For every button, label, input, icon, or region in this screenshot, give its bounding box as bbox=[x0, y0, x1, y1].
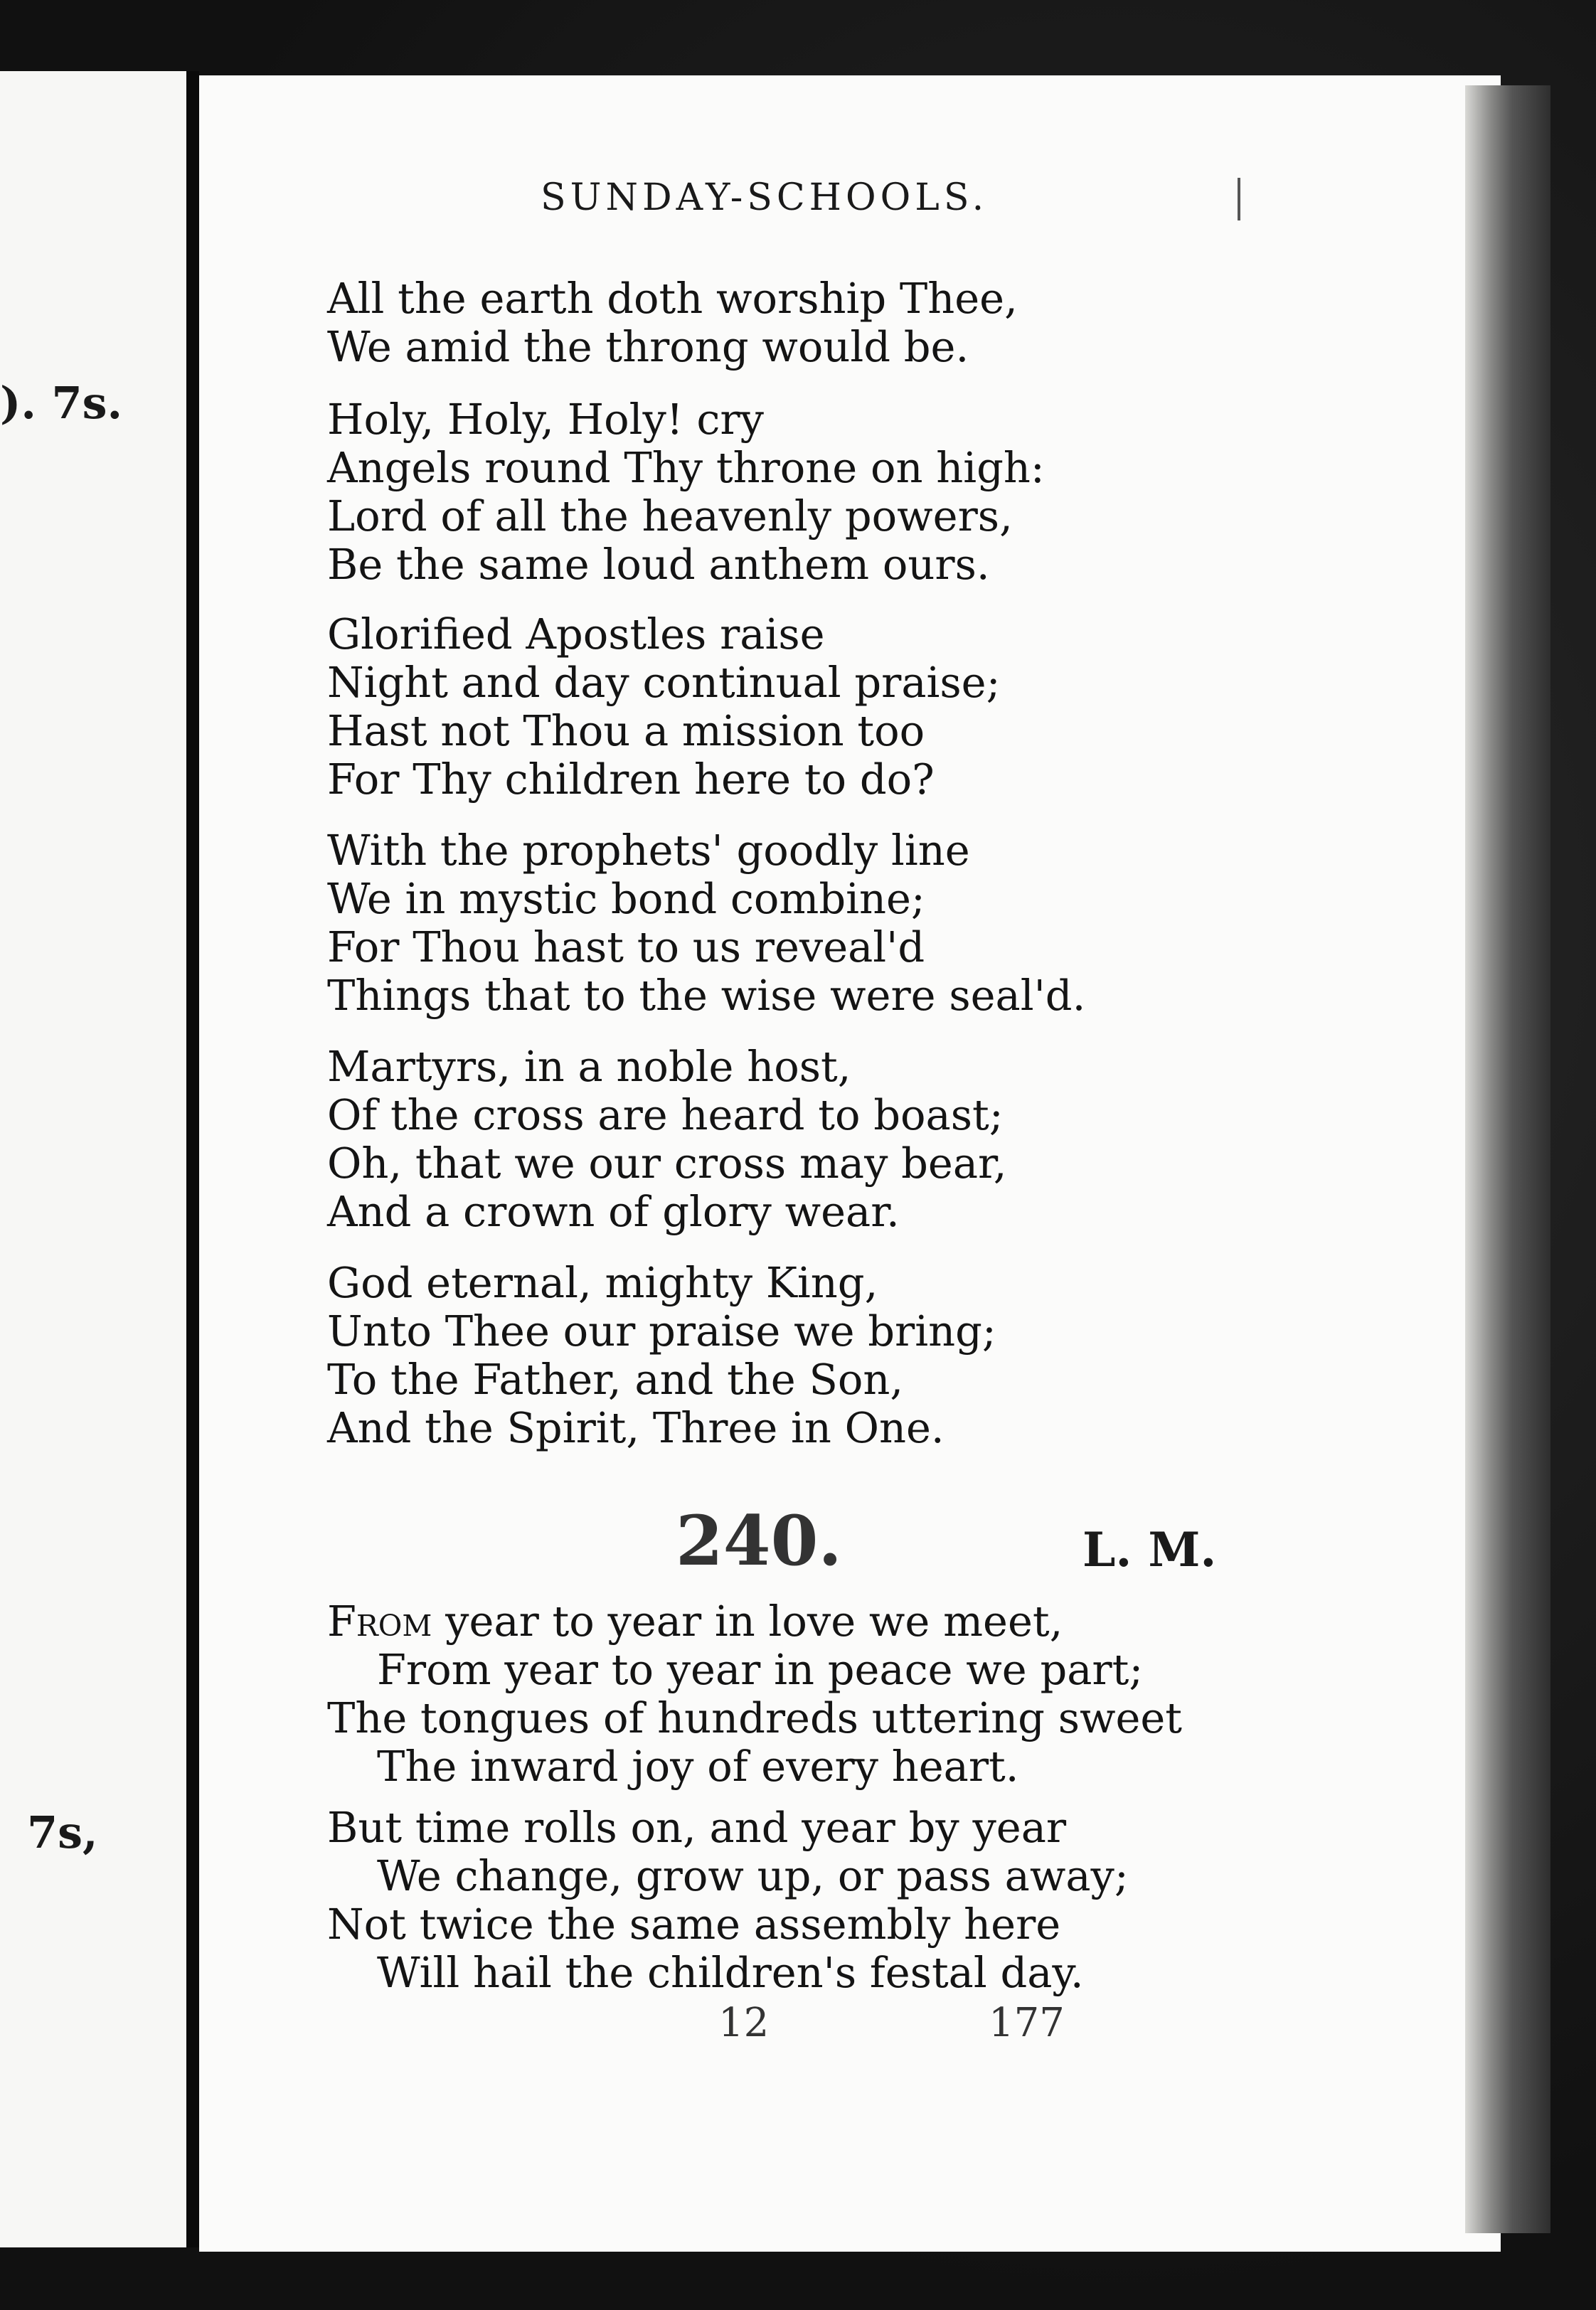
verse-line: For Thy children here to do? bbox=[327, 755, 935, 804]
verse-line: With the prophets' goodly line bbox=[327, 826, 970, 875]
left-page-fragment-bottom: 7s, bbox=[27, 1806, 98, 1858]
verse-line: Martyrs, in a noble host, bbox=[327, 1042, 851, 1091]
margin-mark bbox=[1238, 178, 1240, 220]
verse-line: Lord of all the heavenly powers, bbox=[327, 491, 1013, 541]
verse-line: Night and day continual praise; bbox=[327, 658, 1001, 707]
book-edge bbox=[1465, 85, 1550, 2233]
verse-line: Holy, Holy, Holy! cry bbox=[327, 395, 764, 444]
stanza-1 bbox=[327, 275, 1018, 371]
page-number: 177 bbox=[989, 2000, 1065, 2046]
verse-line: But time rolls on, and year by year bbox=[327, 1803, 1067, 1852]
verse-line: And a crown of glory wear. bbox=[327, 1187, 900, 1236]
verse-line: Angels round Thy throne on high: bbox=[327, 443, 1045, 492]
stanza-6 bbox=[327, 1259, 996, 1452]
drop-word: From bbox=[327, 1597, 432, 1646]
verse-line: The tongues of hundreds uttering sweet bbox=[327, 1693, 1183, 1742]
hymn-stanza-2 bbox=[327, 1804, 1129, 1997]
verse-line: For Thou hast to us reveal'd bbox=[327, 922, 925, 972]
verse-line: All the earth doth worship Thee, bbox=[327, 274, 1018, 323]
stanza-3 bbox=[327, 610, 1000, 804]
verse-line: We in mystic bond combine; bbox=[327, 874, 925, 923]
left-page-fragment-top: ). 7s. bbox=[0, 377, 123, 429]
verse-line: To the Father, and the Son, bbox=[327, 1355, 904, 1404]
signature-mark: 12 bbox=[718, 2000, 770, 2046]
verse-line: From year to year in peace we part; bbox=[377, 1645, 1144, 1694]
hymn-number: 240. bbox=[676, 1501, 842, 1581]
stanza-2 bbox=[327, 395, 1045, 589]
verse-line: Things that to the wise were seal'd. bbox=[327, 971, 1086, 1020]
stanza-5 bbox=[327, 1043, 1007, 1236]
verse-line: Not twice the same assembly here bbox=[327, 1900, 1061, 1949]
verse-line: We amid the throng would be. bbox=[327, 322, 969, 371]
verse-line: Oh, that we our cross may bear, bbox=[327, 1139, 1007, 1188]
hymn-meter: L. M. bbox=[1082, 1522, 1217, 1577]
verse-line-rest: year to year in love we meet, bbox=[432, 1597, 1063, 1646]
stanza-4 bbox=[327, 826, 1085, 1020]
verse-line: We change, grow up, or pass away; bbox=[377, 1851, 1129, 1900]
verse-line: Be the same loud anthem ours. bbox=[327, 540, 990, 589]
verse-line: Unto Thee our praise we bring; bbox=[327, 1306, 996, 1356]
left-page bbox=[0, 71, 199, 2247]
verse-line: The inward joy of every heart. bbox=[377, 1742, 1019, 1791]
verse-line: Glorified Apostles raise bbox=[327, 610, 825, 659]
verse-line bbox=[327, 1597, 1182, 1646]
verse-line: And the Spirit, Three in One. bbox=[327, 1403, 945, 1452]
verse-line: God eternal, mighty King, bbox=[327, 1258, 878, 1307]
page-gutter bbox=[186, 71, 199, 2247]
verse-line: Of the cross are heard to boast; bbox=[327, 1090, 1004, 1139]
verse-line: Hast not Thou a mission too bbox=[327, 706, 925, 755]
running-header: SUNDAY-SCHOOLS. bbox=[541, 176, 989, 219]
hymn-stanza-1 bbox=[327, 1597, 1182, 1791]
verse-line: Will hail the children's festal day. bbox=[377, 1948, 1084, 1997]
